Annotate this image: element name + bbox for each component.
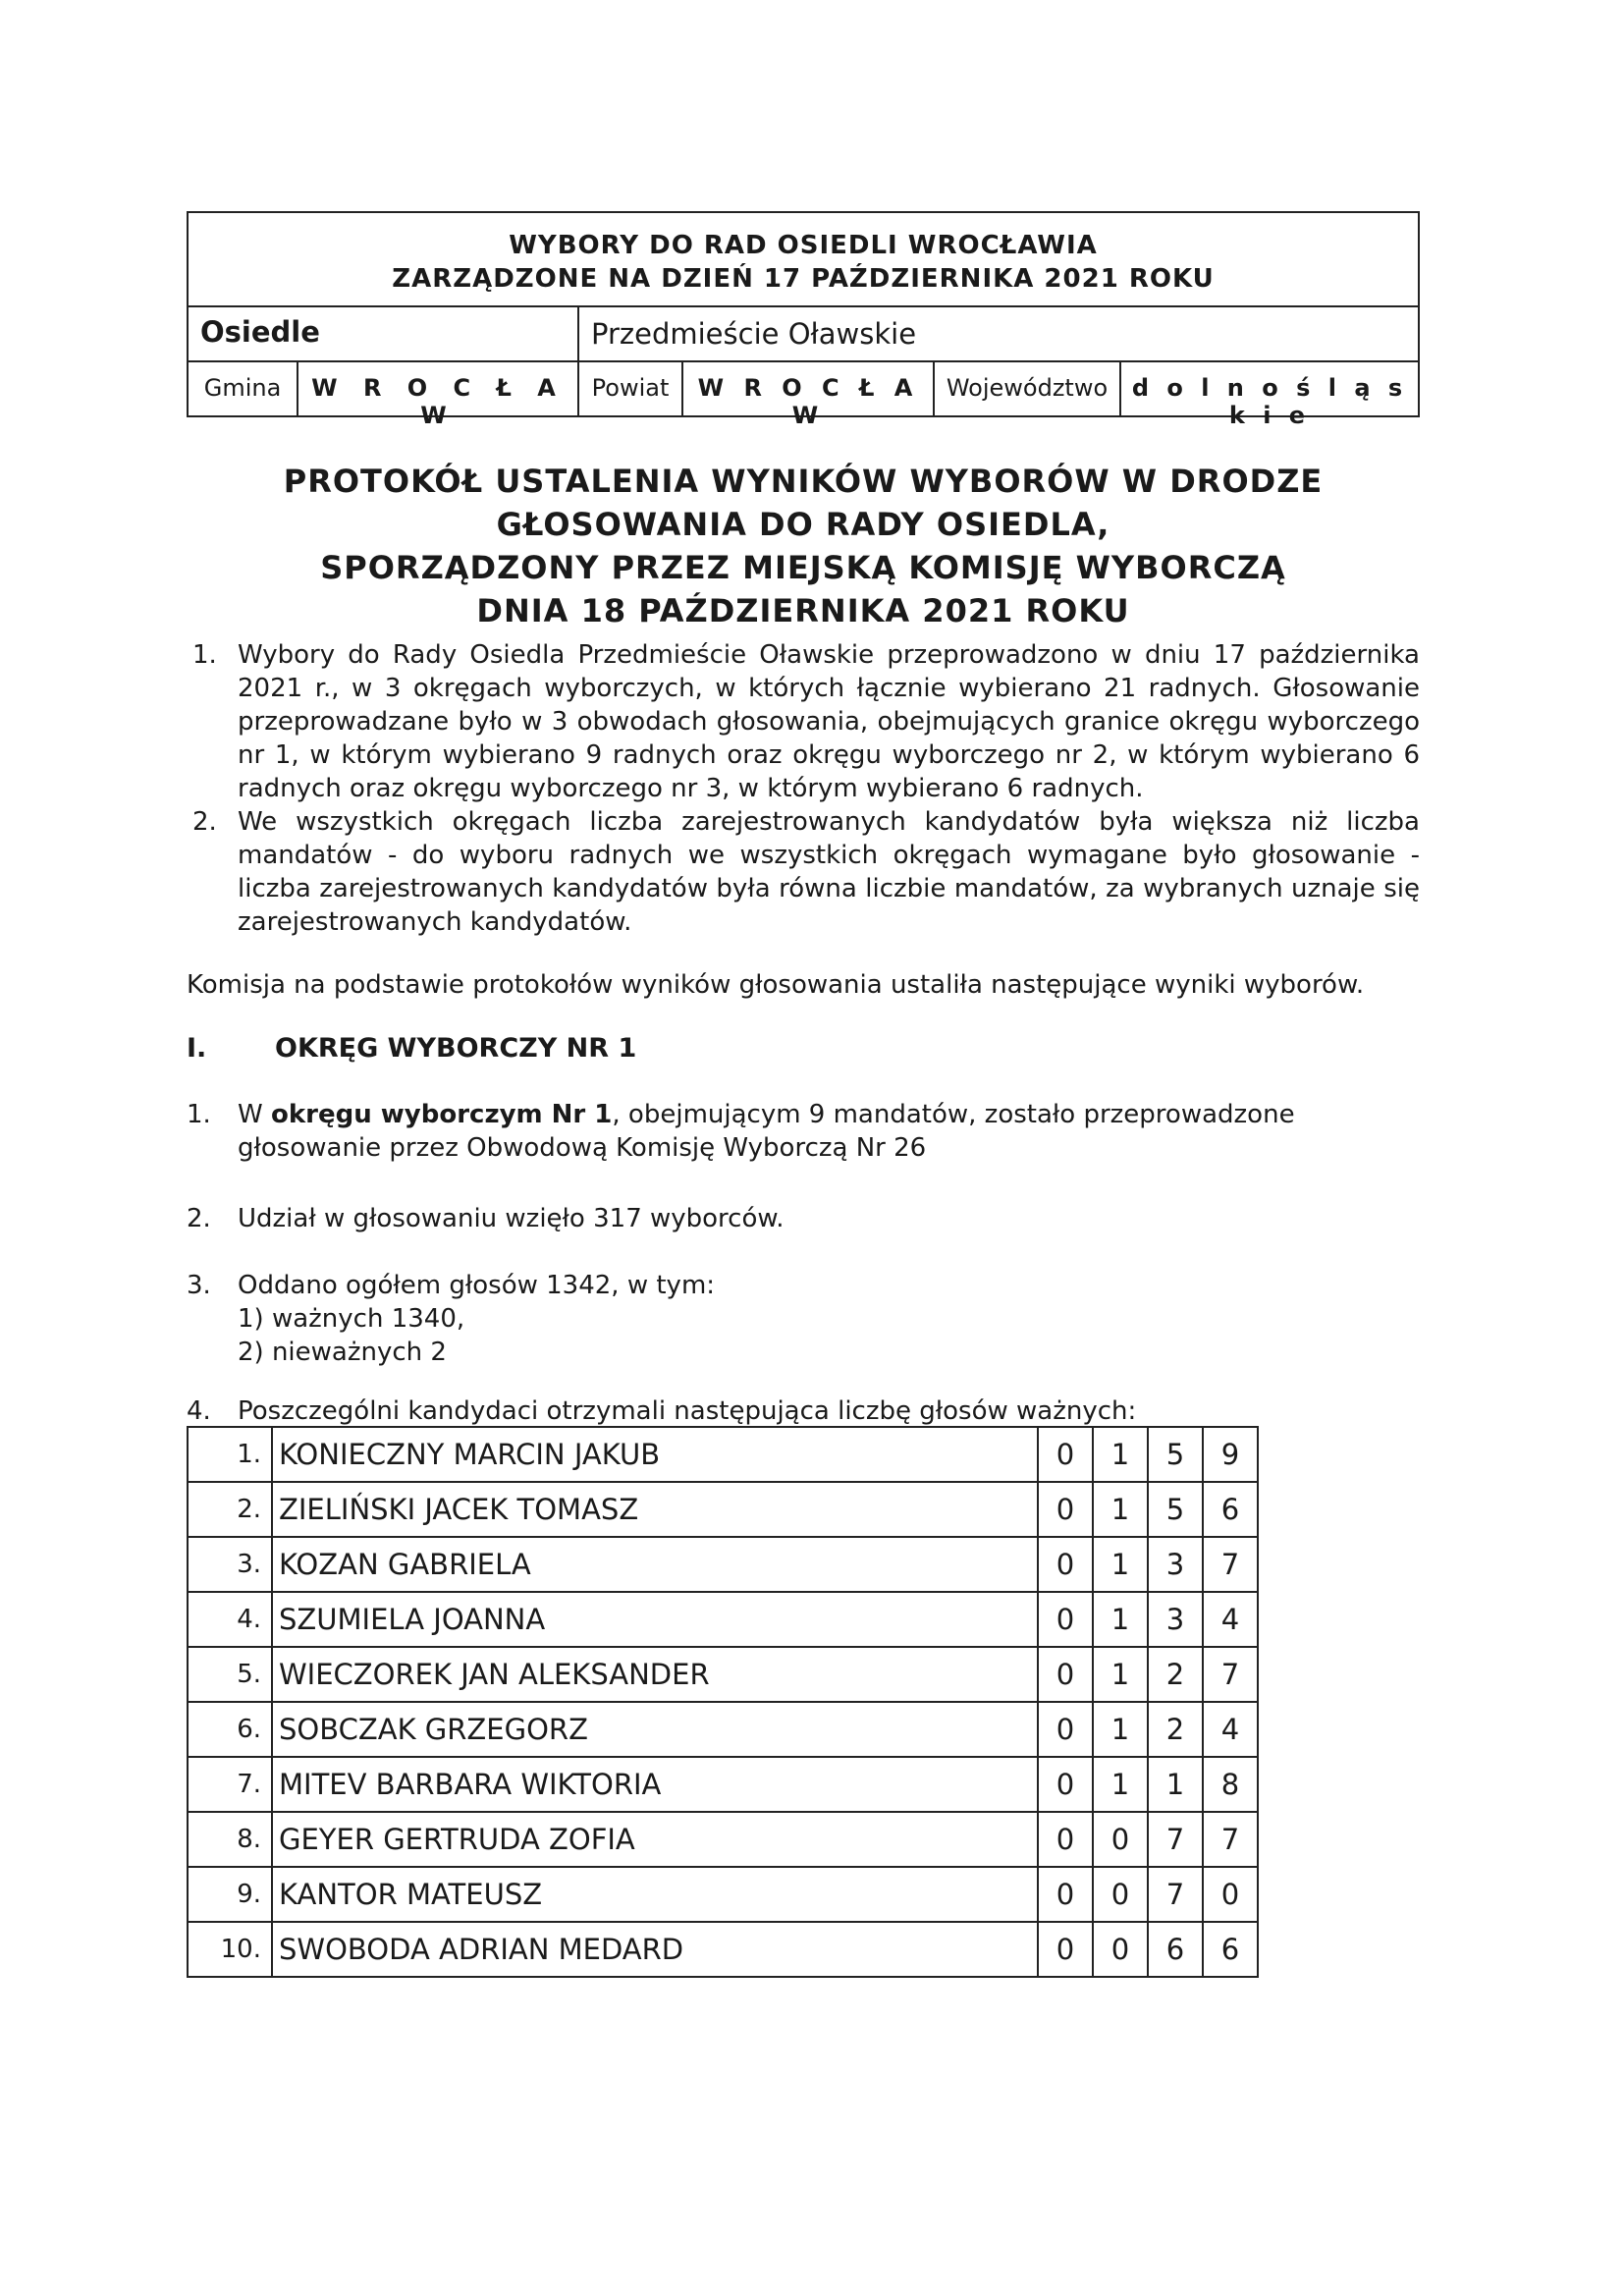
candidate-number: 9. bbox=[188, 1867, 272, 1922]
table-row bbox=[188, 1647, 1258, 1702]
vote-digit: 1 bbox=[1093, 1482, 1148, 1537]
vote-digit: 0 bbox=[1038, 1702, 1093, 1757]
vote-digit: 0 bbox=[1038, 1592, 1093, 1647]
vote-digit: 0 bbox=[1038, 1867, 1093, 1922]
vote-digit: 2 bbox=[1148, 1647, 1203, 1702]
location-row bbox=[189, 362, 1418, 429]
candidate-name: MITEV BARBARA WIKTORIA bbox=[272, 1757, 1038, 1812]
table-row bbox=[188, 1702, 1258, 1757]
vote-digit: 9 bbox=[1203, 1427, 1258, 1482]
vote-digit: 0 bbox=[1093, 1922, 1148, 1977]
vote-digit: 0 bbox=[1038, 1647, 1093, 1702]
election-header-box bbox=[187, 211, 1420, 429]
candidate-number: 4. bbox=[188, 1592, 272, 1647]
protocol-title-line3: SPORZĄDZONY PRZEZ MIEJSKĄ KOMISJĘ WYBORCZĄ bbox=[320, 549, 1286, 586]
item-3-invalid-votes: 2) nieważnych 2 bbox=[238, 1338, 447, 1367]
paragraph-text: We wszystkich okręgach liczba zarejestrowanych kandydatów była większa niż liczba mandatów - do wyboru radnych we wszystkich okręgach wymagane było głosowanie - liczba zarejestrowanych kandydatów była równa liczbie mandatów, za wybranych uznaje się zarejestrowanych kandydatów. bbox=[238, 807, 1420, 937]
powiat-label: Powiat bbox=[579, 362, 683, 415]
candidate-number: 8. bbox=[188, 1812, 272, 1867]
paragraph-text: Wybory do Rady Osiedla Przedmieście Oławskie przeprowadzono w dniu 17 października 2021 r., w 3 okręgach wyborczych, w których łącznie wybierano 21 radnych. Głosowanie przeprowadzane było w 3 obwodach głosowania, obejmujących granice okręgu wyborczego nr 1, w którym wybierano 9 radnych oraz okręgu wyborczego nr 2, w którym wybierano 6 radnych oraz okręgu wyborczego nr 3, w którym wybierano 6 radnych. bbox=[238, 640, 1420, 803]
candidate-name: WIECZOREK JAN ALEKSANDER bbox=[272, 1647, 1038, 1702]
vote-digit: 1 bbox=[1093, 1427, 1148, 1482]
election-title bbox=[189, 213, 1418, 307]
vote-digit: 1 bbox=[1148, 1757, 1203, 1812]
vote-digit: 0 bbox=[1038, 1537, 1093, 1592]
intro-paragraph-1 bbox=[187, 638, 1420, 805]
protocol-title bbox=[187, 460, 1420, 632]
osiedle-label: Osiedle bbox=[189, 307, 579, 360]
item-4-number: 4. bbox=[187, 1396, 211, 1426]
wojewodztwo-value: d o l n o ś l ą s k i e bbox=[1131, 374, 1408, 429]
paragraph-number: 2. bbox=[192, 807, 217, 837]
vote-digit: 1 bbox=[1093, 1702, 1148, 1757]
table-row bbox=[188, 1757, 1258, 1812]
vote-digit: 0 bbox=[1038, 1757, 1093, 1812]
gmina-value: W R O C Ł A W bbox=[298, 362, 579, 415]
candidate-name: KANTOR MATEUSZ bbox=[272, 1867, 1038, 1922]
section-number: I. bbox=[187, 1033, 207, 1064]
vote-digit: 4 bbox=[1203, 1592, 1258, 1647]
item-1-pre: W bbox=[238, 1100, 271, 1129]
candidate-name: KOZAN GABRIELA bbox=[272, 1537, 1038, 1592]
vote-digit: 0 bbox=[1038, 1812, 1093, 1867]
commission-statement: Komisja na podstawie protokołów wyników głosowania ustaliła następujące wyniki wyborów. bbox=[187, 970, 1365, 1000]
item-1-line2: głosowanie przez Obwodową Komisję Wyborczą Nr 26 bbox=[238, 1133, 927, 1163]
candidate-name: SWOBODA ADRIAN MEDARD bbox=[272, 1922, 1038, 1977]
vote-digit: 0 bbox=[1093, 1812, 1148, 1867]
election-title-line1: WYBORY DO RAD OSIEDLI WROCŁAWIA bbox=[509, 231, 1098, 260]
vote-digit: 5 bbox=[1148, 1482, 1203, 1537]
vote-digit: 3 bbox=[1148, 1592, 1203, 1647]
gmina-label: Gmina bbox=[189, 362, 298, 415]
candidate-name: ZIELIŃSKI JACEK TOMASZ bbox=[272, 1482, 1038, 1537]
table-row bbox=[188, 1867, 1258, 1922]
item-3-valid-votes: 1) ważnych 1340, bbox=[238, 1304, 465, 1334]
vote-digit: 7 bbox=[1203, 1647, 1258, 1702]
candidate-number: 5. bbox=[188, 1647, 272, 1702]
vote-digit: 7 bbox=[1148, 1867, 1203, 1922]
section-title: OKRĘG WYBORCZY NR 1 bbox=[275, 1033, 637, 1064]
item-1-district: okręgu wyborczym Nr 1 bbox=[270, 1100, 613, 1129]
vote-digit: 1 bbox=[1093, 1537, 1148, 1592]
vote-digit: 0 bbox=[1093, 1867, 1148, 1922]
vote-digit: 6 bbox=[1203, 1922, 1258, 1977]
table-row bbox=[188, 1812, 1258, 1867]
candidate-name: GEYER GERTRUDA ZOFIA bbox=[272, 1812, 1038, 1867]
item-1-post: , obejmującym 9 mandatów, zostało przeprowadzone bbox=[612, 1100, 1295, 1129]
candidate-number: 2. bbox=[188, 1482, 272, 1537]
vote-digit: 0 bbox=[1203, 1867, 1258, 1922]
wojewodztwo-label: Województwo bbox=[935, 362, 1121, 415]
candidate-number: 10. bbox=[188, 1922, 272, 1977]
vote-digit: 0 bbox=[1038, 1922, 1093, 1977]
election-title-line2: ZARZĄDZONE NA DZIEŃ 17 PAŹDZIERNIKA 2021 ROKU bbox=[392, 264, 1215, 294]
item-2-number: 2. bbox=[187, 1204, 211, 1233]
osiedle-value: Przedmieście Oławskie bbox=[591, 317, 917, 351]
item-3-number: 3. bbox=[187, 1271, 211, 1300]
table-row bbox=[188, 1592, 1258, 1647]
protocol-title-line2: GŁOSOWANIA DO RADY OSIEDLA, bbox=[496, 506, 1110, 543]
candidate-number: 6. bbox=[188, 1702, 272, 1757]
vote-digit: 5 bbox=[1148, 1427, 1203, 1482]
candidate-name: SOBCZAK GRZEGORZ bbox=[272, 1702, 1038, 1757]
vote-digit: 7 bbox=[1203, 1812, 1258, 1867]
item-1-line1 bbox=[238, 1098, 1295, 1131]
vote-digit: 1 bbox=[1093, 1647, 1148, 1702]
table-row bbox=[188, 1537, 1258, 1592]
candidate-number: 7. bbox=[188, 1757, 272, 1812]
vote-digit: 0 bbox=[1038, 1427, 1093, 1482]
vote-digit: 7 bbox=[1148, 1812, 1203, 1867]
table-row bbox=[188, 1922, 1258, 1977]
protocol-title-line1: PROTOKÓŁ USTALENIA WYNIKÓW WYBORÓW W DRODZE bbox=[283, 463, 1324, 500]
vote-digit: 2 bbox=[1148, 1702, 1203, 1757]
vote-digit: 0 bbox=[1038, 1482, 1093, 1537]
candidate-number: 3. bbox=[188, 1537, 272, 1592]
item-2-text: Udział w głosowaniu wzięło 317 wyborców. bbox=[238, 1204, 785, 1233]
item-1-number: 1. bbox=[187, 1100, 211, 1129]
table-row bbox=[188, 1482, 1258, 1537]
vote-digit: 6 bbox=[1148, 1922, 1203, 1977]
candidate-results-table bbox=[187, 1426, 1259, 1978]
vote-digit: 7 bbox=[1203, 1537, 1258, 1592]
protocol-title-line4: DNIA 18 PAŹDZIERNIKA 2021 ROKU bbox=[476, 592, 1130, 629]
osiedle-row bbox=[189, 307, 1418, 362]
vote-digit: 8 bbox=[1203, 1757, 1258, 1812]
powiat-value: W R O C Ł A W bbox=[683, 362, 935, 415]
vote-digit: 3 bbox=[1148, 1537, 1203, 1592]
item-3-text: Oddano ogółem głosów 1342, w tym: bbox=[238, 1271, 716, 1300]
candidate-name: KONIECZNY MARCIN JAKUB bbox=[272, 1427, 1038, 1482]
vote-digit: 4 bbox=[1203, 1702, 1258, 1757]
vote-digit: 6 bbox=[1203, 1482, 1258, 1537]
candidate-name: SZUMIELA JOANNA bbox=[272, 1592, 1038, 1647]
table-row bbox=[188, 1427, 1258, 1482]
vote-digit: 1 bbox=[1093, 1757, 1148, 1812]
item-4-text: Poszczególni kandydaci otrzymali następująca liczbę głosów ważnych: bbox=[238, 1396, 1137, 1426]
vote-digit: 1 bbox=[1093, 1592, 1148, 1647]
candidate-number: 1. bbox=[188, 1427, 272, 1482]
paragraph-number: 1. bbox=[192, 640, 217, 670]
intro-paragraph-2 bbox=[187, 805, 1420, 943]
